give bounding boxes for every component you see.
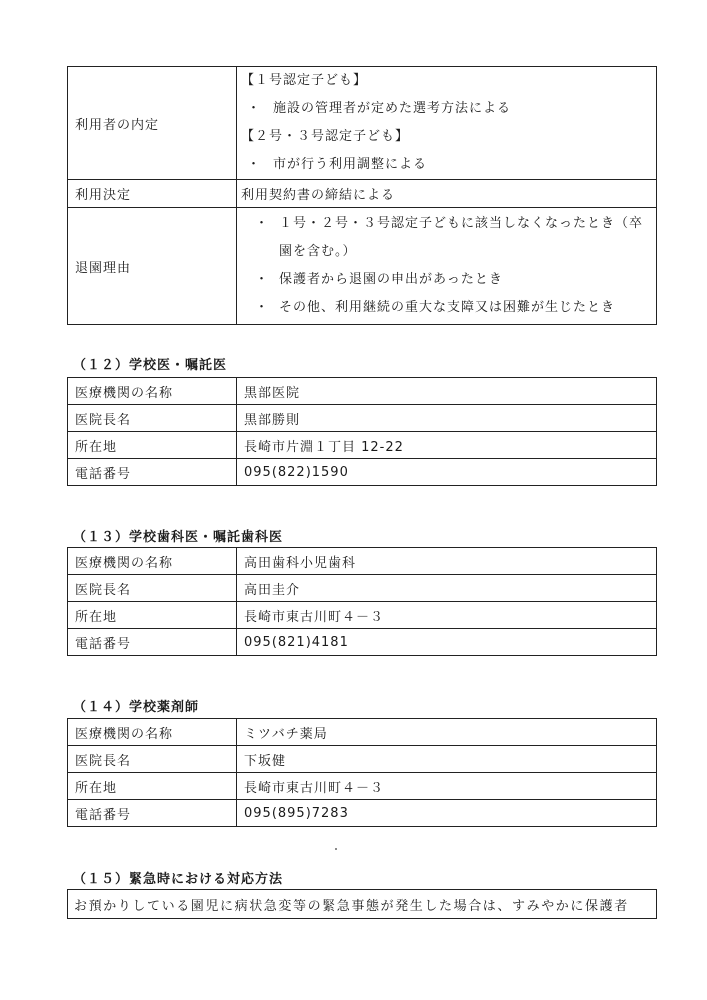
section-heading: （１５）緊急時における対応方法 (73, 872, 284, 887)
table-row (68, 800, 657, 827)
body-text: お預かりしている園児に病状急変等の緊急事態が発生した場合は、すみやかに保護者 (68, 890, 657, 919)
row-label: 利用決定 (68, 180, 237, 208)
row-value: 095(822)1590 (237, 459, 657, 486)
row-value: 長崎市片淵１丁目 12-22 (237, 432, 657, 459)
scan-speck (335, 848, 337, 850)
table-row (68, 378, 657, 405)
table-row (68, 629, 657, 656)
table-row (68, 208, 657, 325)
school-doctor-table (67, 377, 657, 486)
category-heading: 【２号・３号認定子ども】 (241, 129, 410, 144)
row-label: 電話番号 (68, 459, 237, 486)
table-row (68, 575, 657, 602)
row-label: 所在地 (68, 602, 237, 629)
row-value: 長崎市東古川町４－３ (237, 773, 657, 800)
table-row (68, 405, 657, 432)
list-item-continuation: 園を含む。） (279, 244, 357, 259)
school-dentist-table (67, 547, 657, 656)
list-item: ・ １号・２号・３号認定子どもに該当しなくなったとき（卒 (255, 216, 644, 231)
table-row (68, 746, 657, 773)
row-label: 電話番号 (68, 800, 237, 827)
table-row (68, 432, 657, 459)
section-heading: （１４）学校薬剤師 (73, 700, 200, 715)
row-label: 医療機関の名称 (68, 378, 237, 405)
row-value: 095(895)7283 (237, 800, 657, 827)
list-item: ・ 保護者から退園の申出があったとき (255, 272, 503, 287)
row-label: 医院長名 (68, 405, 237, 432)
row-label: 医療機関の名称 (68, 719, 237, 746)
category-heading: 【１号認定子ども】 (241, 73, 368, 88)
table-row (68, 773, 657, 800)
table-row (68, 602, 657, 629)
row-value: 095(821)4181 (237, 629, 657, 656)
row-value: 利用契約書の締結による (237, 180, 657, 208)
list-item: ・ 施設の管理者が定めた選考方法による (247, 101, 512, 116)
school-pharmacist-table (67, 718, 657, 827)
table-row (68, 548, 657, 575)
row-value: 長崎市東古川町４－３ (237, 602, 657, 629)
table-row (68, 719, 657, 746)
list-item: ・ その他、利用継続の重大な支障又は困難が生じたとき (255, 300, 616, 315)
row-value: 黒部勝則 (237, 405, 657, 432)
row-label: 医院長名 (68, 575, 237, 602)
section-heading: （１３）学校歯科医・嘱託歯科医 (73, 530, 284, 545)
list-item: ・ 市が行う利用調整による (247, 157, 428, 172)
row-value (237, 208, 657, 325)
row-value: 高田圭介 (237, 575, 657, 602)
table-row (68, 459, 657, 486)
table-row (68, 890, 657, 919)
row-label: 所在地 (68, 773, 237, 800)
row-label: 電話番号 (68, 629, 237, 656)
emergency-text-box (67, 889, 657, 919)
row-value: 高田歯科小児歯科 (237, 548, 657, 575)
row-value: 下坂健 (237, 746, 657, 773)
row-label: 医院長名 (68, 746, 237, 773)
row-value: 黒部医院 (237, 378, 657, 405)
row-value (237, 67, 657, 180)
table-row (68, 67, 657, 180)
row-value: ミツバチ薬局 (237, 719, 657, 746)
row-label: 所在地 (68, 432, 237, 459)
row-label: 利用者の内定 (68, 67, 237, 180)
enrollment-table (67, 66, 657, 325)
table-row (68, 180, 657, 208)
row-label: 医療機関の名称 (68, 548, 237, 575)
row-label: 退園理由 (68, 208, 237, 325)
section-heading: （１２）学校医・嘱託医 (73, 358, 228, 373)
